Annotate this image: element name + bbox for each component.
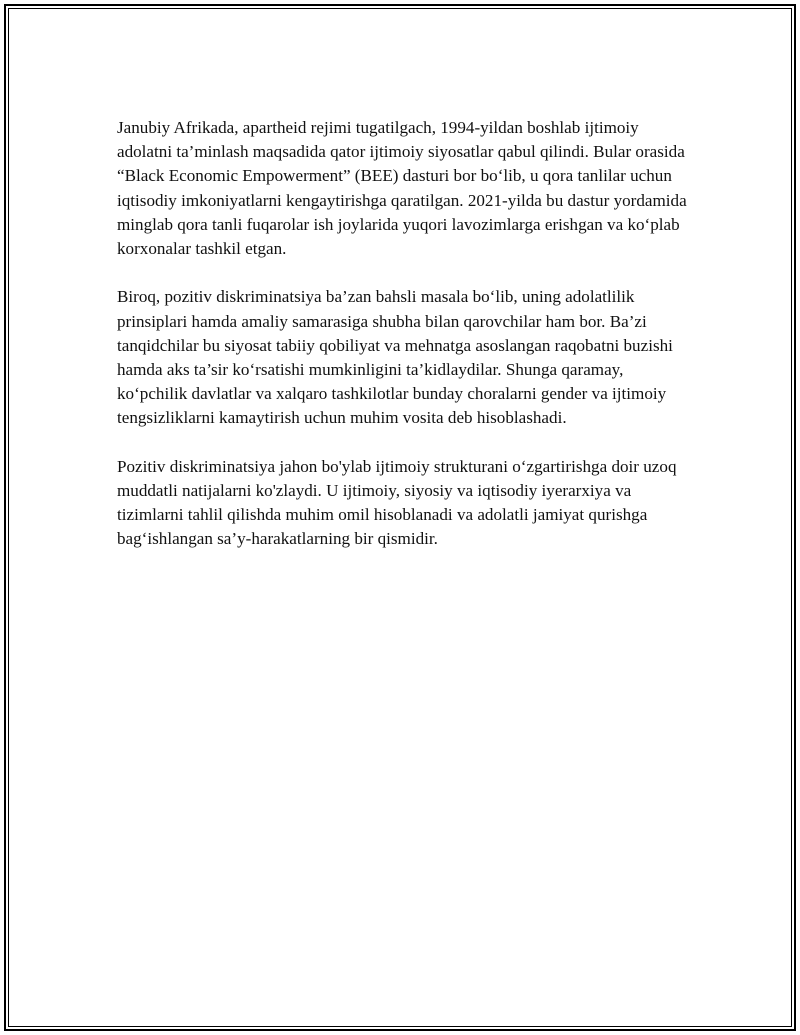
paragraph-conclusion: Pozitiv diskriminatsiya jahon bo'ylab ijtimoiy strukturani o‘zgartirishga doir uzoq muddatli natijalarni ko'zlaydi. U ijtimoiy, siyosiy va iqtisodiy iyerarxiya va tizimlarni tahlil qilishda muhim omil hisoblanadi va adolatli jamiyat qurishga bag‘ishlangan sa’y-harakatlarning bir qismidir. (117, 456, 677, 549)
paragraph-criticism: Biroq, pozitiv diskriminatsiya ba’zan bahsli masala bo‘lib, uning adolatlilik prinsiplari hamda amaliy samarasiga shubha bilan qarovchilar ham bor. Ba’zi tanqidchilar bu siyosat tabiiy qobiliyat va mehnatga asoslangan raqobatni buzishi hamda aks ta’sir ko‘rsatishi mumkinligini ta’kidlaydilar. Shunga qaramay, ko‘pchilik davlatlar va xalqaro tashkilotlar bunday choralarni gender va ijtimoiy tengsizliklarni kamaytirish uchun muhim vosita deb hisoblashadi. (117, 287, 673, 428)
document-body (117, 116, 697, 576)
paragraph-apartheid-bee: Janubiy Afrikada, apartheid rejimi tugatilgach, 1994-yildan boshlab ijtimoiy adolatni ta’minlash maqsadida qator ijtimoiy siyosatlar qabul qilindi. Bular orasida “Black Economic Empowerment” (BEE) dasturi bor bo‘lib, u qora tanlilar uchun iqtisodiy imkoniyatlarni kengaytirishga qaratilgan. 2021-yilda bu dastur yordamida minglab qora tanli fuqarolar ish joylarida yuqori lavozimlarga erishgan va ko‘plab korxonalar tashkil etgan. (117, 118, 687, 259)
